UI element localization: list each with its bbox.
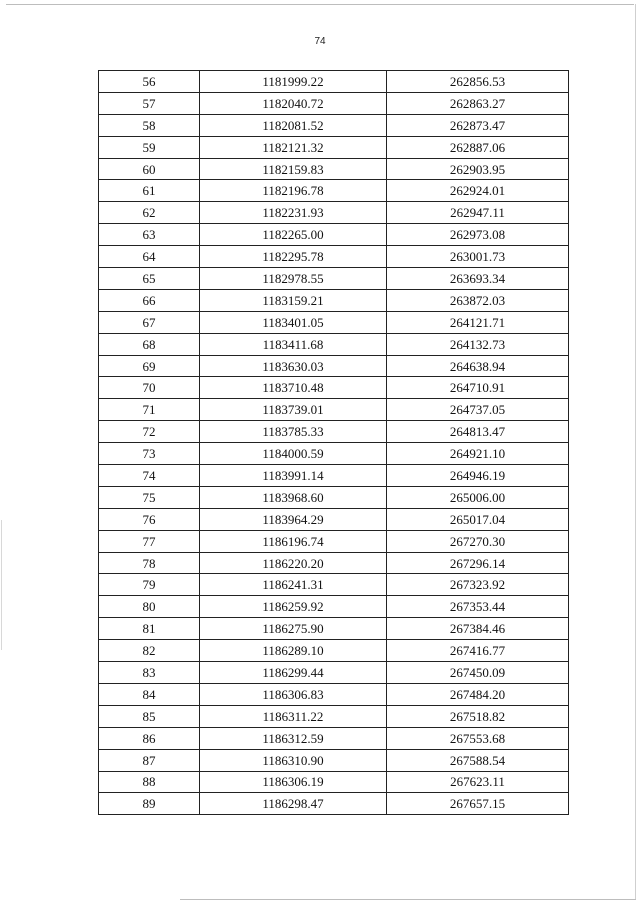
table-row <box>99 596 569 618</box>
y-coordinate-cell: 267518.82 <box>387 705 569 727</box>
point-number-cell: 76 <box>99 508 200 530</box>
x-coordinate-cell: 1186298.47 <box>200 793 387 815</box>
x-coordinate-cell: 1183159.21 <box>200 289 387 311</box>
table-row <box>99 399 569 421</box>
table-row <box>99 71 569 93</box>
point-number-cell: 64 <box>99 246 200 268</box>
table-row <box>99 224 569 246</box>
x-coordinate-cell: 1181999.22 <box>200 71 387 93</box>
table-row <box>99 486 569 508</box>
x-coordinate-cell: 1182978.55 <box>200 268 387 290</box>
x-coordinate-cell: 1186289.10 <box>200 640 387 662</box>
x-coordinate-cell: 1186220.20 <box>200 552 387 574</box>
point-number-cell: 85 <box>99 705 200 727</box>
y-coordinate-cell: 267416.77 <box>387 640 569 662</box>
table-row <box>99 552 569 574</box>
coordinates-table-body <box>99 71 569 815</box>
x-coordinate-cell: 1183710.48 <box>200 377 387 399</box>
y-coordinate-cell: 267353.44 <box>387 596 569 618</box>
y-coordinate-cell: 267323.92 <box>387 574 569 596</box>
point-number-cell: 57 <box>99 92 200 114</box>
table-row <box>99 771 569 793</box>
table-row <box>99 662 569 684</box>
x-coordinate-cell: 1186259.92 <box>200 596 387 618</box>
y-coordinate-cell: 262973.08 <box>387 224 569 246</box>
x-coordinate-cell: 1186310.90 <box>200 749 387 771</box>
table-row <box>99 377 569 399</box>
y-coordinate-cell: 264638.94 <box>387 355 569 377</box>
table-row <box>99 749 569 771</box>
point-number-cell: 75 <box>99 486 200 508</box>
point-number-cell: 80 <box>99 596 200 618</box>
y-coordinate-cell: 262863.27 <box>387 92 569 114</box>
point-number-cell: 62 <box>99 202 200 224</box>
table-row <box>99 618 569 640</box>
x-coordinate-cell: 1186306.83 <box>200 683 387 705</box>
table-row <box>99 355 569 377</box>
point-number-cell: 79 <box>99 574 200 596</box>
table-row <box>99 114 569 136</box>
x-coordinate-cell: 1183964.29 <box>200 508 387 530</box>
point-number-cell: 86 <box>99 727 200 749</box>
x-coordinate-cell: 1182231.93 <box>200 202 387 224</box>
table-row <box>99 705 569 727</box>
y-coordinate-cell: 264121.71 <box>387 311 569 333</box>
point-number-cell: 78 <box>99 552 200 574</box>
table-row <box>99 158 569 180</box>
point-number-cell: 87 <box>99 749 200 771</box>
point-number-cell: 70 <box>99 377 200 399</box>
y-coordinate-cell: 263872.03 <box>387 289 569 311</box>
table-row <box>99 246 569 268</box>
table-row <box>99 793 569 815</box>
point-number-cell: 66 <box>99 289 200 311</box>
top-border-line <box>6 4 634 5</box>
x-coordinate-cell: 1182196.78 <box>200 180 387 202</box>
y-coordinate-cell: 267657.15 <box>387 793 569 815</box>
table-row <box>99 727 569 749</box>
point-number-cell: 69 <box>99 355 200 377</box>
page-number: 74 <box>314 36 326 47</box>
y-coordinate-cell: 264737.05 <box>387 399 569 421</box>
x-coordinate-cell: 1182121.32 <box>200 136 387 158</box>
point-number-cell: 68 <box>99 333 200 355</box>
x-coordinate-cell: 1186275.90 <box>200 618 387 640</box>
x-coordinate-cell: 1184000.59 <box>200 443 387 465</box>
x-coordinate-cell: 1186306.19 <box>200 771 387 793</box>
point-number-cell: 84 <box>99 683 200 705</box>
x-coordinate-cell: 1182040.72 <box>200 92 387 114</box>
y-coordinate-cell: 262856.53 <box>387 71 569 93</box>
table-row <box>99 574 569 596</box>
y-coordinate-cell: 267450.09 <box>387 662 569 684</box>
y-coordinate-cell: 267588.54 <box>387 749 569 771</box>
table-row <box>99 640 569 662</box>
table-row <box>99 530 569 552</box>
table-row <box>99 683 569 705</box>
y-coordinate-cell: 267270.30 <box>387 530 569 552</box>
point-number-cell: 74 <box>99 465 200 487</box>
point-number-cell: 61 <box>99 180 200 202</box>
coordinates-table <box>98 70 569 815</box>
right-border-line <box>635 4 636 899</box>
x-coordinate-cell: 1183968.60 <box>200 486 387 508</box>
table-row <box>99 289 569 311</box>
point-number-cell: 72 <box>99 421 200 443</box>
y-coordinate-cell: 267296.14 <box>387 552 569 574</box>
y-coordinate-cell: 265006.00 <box>387 486 569 508</box>
table-row <box>99 202 569 224</box>
table-row <box>99 465 569 487</box>
x-coordinate-cell: 1186196.74 <box>200 530 387 552</box>
point-number-cell: 73 <box>99 443 200 465</box>
x-coordinate-cell: 1182295.78 <box>200 246 387 268</box>
point-number-cell: 71 <box>99 399 200 421</box>
x-coordinate-cell: 1182265.00 <box>200 224 387 246</box>
point-number-cell: 67 <box>99 311 200 333</box>
point-number-cell: 60 <box>99 158 200 180</box>
x-coordinate-cell: 1182159.83 <box>200 158 387 180</box>
y-coordinate-cell: 264710.91 <box>387 377 569 399</box>
y-coordinate-cell: 262924.01 <box>387 180 569 202</box>
y-coordinate-cell: 262873.47 <box>387 114 569 136</box>
y-coordinate-cell: 265017.04 <box>387 508 569 530</box>
table-row <box>99 268 569 290</box>
point-number-cell: 83 <box>99 662 200 684</box>
x-coordinate-cell: 1186299.44 <box>200 662 387 684</box>
point-number-cell: 81 <box>99 618 200 640</box>
x-coordinate-cell: 1183630.03 <box>200 355 387 377</box>
x-coordinate-cell: 1183785.33 <box>200 421 387 443</box>
y-coordinate-cell: 264921.10 <box>387 443 569 465</box>
x-coordinate-cell: 1183401.05 <box>200 311 387 333</box>
y-coordinate-cell: 267384.46 <box>387 618 569 640</box>
point-number-cell: 65 <box>99 268 200 290</box>
table-row <box>99 333 569 355</box>
x-coordinate-cell: 1182081.52 <box>200 114 387 136</box>
table-row <box>99 92 569 114</box>
x-coordinate-cell: 1186311.22 <box>200 705 387 727</box>
y-coordinate-cell: 264946.19 <box>387 465 569 487</box>
y-coordinate-cell: 264132.73 <box>387 333 569 355</box>
table-row <box>99 311 569 333</box>
point-number-cell: 58 <box>99 114 200 136</box>
table-row <box>99 136 569 158</box>
point-number-cell: 59 <box>99 136 200 158</box>
point-number-cell: 56 <box>99 71 200 93</box>
y-coordinate-cell: 263001.73 <box>387 246 569 268</box>
y-coordinate-cell: 262887.06 <box>387 136 569 158</box>
y-coordinate-cell: 267553.68 <box>387 727 569 749</box>
x-coordinate-cell: 1183991.14 <box>200 465 387 487</box>
point-number-cell: 63 <box>99 224 200 246</box>
point-number-cell: 82 <box>99 640 200 662</box>
bottom-border-line <box>180 899 636 900</box>
y-coordinate-cell: 262903.95 <box>387 158 569 180</box>
x-coordinate-cell: 1186312.59 <box>200 727 387 749</box>
table-row <box>99 508 569 530</box>
table-row <box>99 421 569 443</box>
y-coordinate-cell: 264813.47 <box>387 421 569 443</box>
y-coordinate-cell: 262947.11 <box>387 202 569 224</box>
x-coordinate-cell: 1186241.31 <box>200 574 387 596</box>
y-coordinate-cell: 267484.20 <box>387 683 569 705</box>
point-number-cell: 77 <box>99 530 200 552</box>
x-coordinate-cell: 1183411.68 <box>200 333 387 355</box>
y-coordinate-cell: 263693.34 <box>387 268 569 290</box>
point-number-cell: 88 <box>99 771 200 793</box>
table-row <box>99 180 569 202</box>
x-coordinate-cell: 1183739.01 <box>200 399 387 421</box>
left-scan-edge <box>1 520 2 650</box>
table-row <box>99 443 569 465</box>
y-coordinate-cell: 267623.11 <box>387 771 569 793</box>
point-number-cell: 89 <box>99 793 200 815</box>
